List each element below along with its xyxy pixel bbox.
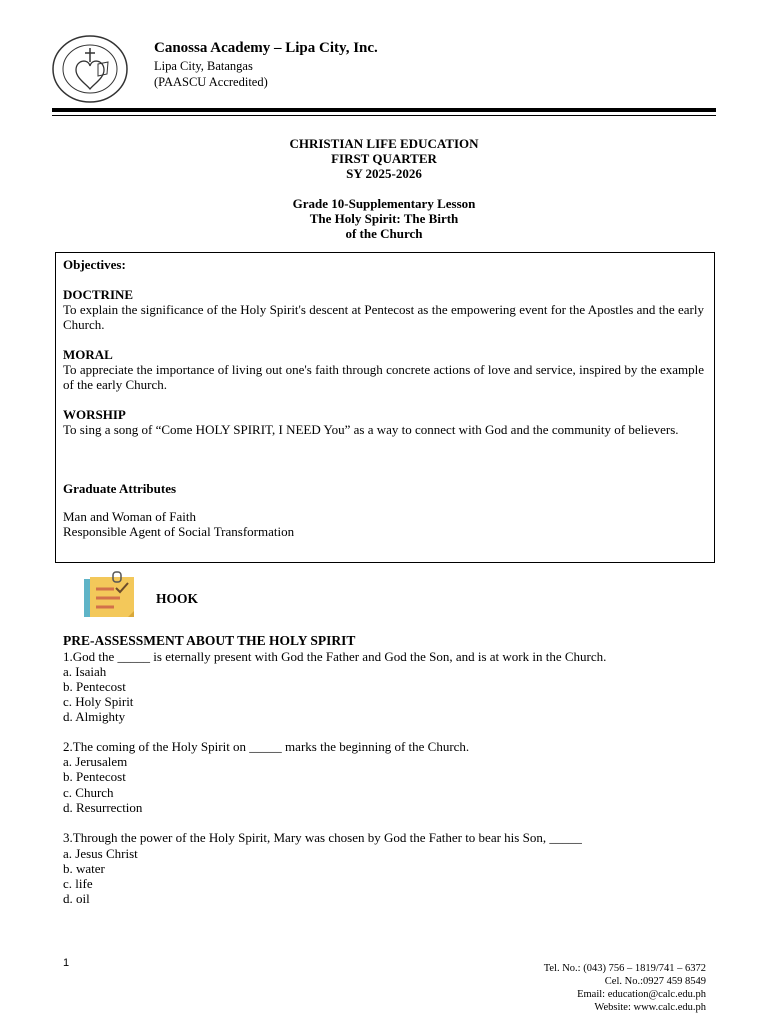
objectives-box [55, 252, 715, 563]
footer-tel: Tel. No.: (043) 756 – 1819/741 – 6372 [543, 963, 706, 974]
footer-cel: Cel. No.:0927 459 8549 [604, 976, 706, 987]
worship-text: To sing a song of “Come HOLY SPIRIT, I NEED You” as a way to connect with God and the community of believers. [63, 422, 679, 437]
lesson-grade: Grade 10-Supplementary Lesson [292, 196, 476, 211]
school-accreditation: (PAASCU Accredited) [154, 75, 268, 89]
q2-option-c: c. Church [63, 785, 114, 800]
worship-label: WORSHIP [63, 407, 126, 422]
q3-option-c: c. life [63, 876, 93, 891]
header-rule-thin [52, 115, 716, 116]
question-2: 2.The coming of the Holy Spirit on _____ marks the beginning of the Church. [63, 739, 470, 754]
question-1: 1.God the _____ is eternally present with God the Father and God the Son, and is at work in the Church. [63, 649, 607, 664]
school-logo [50, 34, 130, 104]
q3-option-a: a. Jesus Christ [63, 846, 138, 861]
pre-assessment-heading: PRE-ASSESSMENT ABOUT THE HOLY SPIRIT [63, 633, 356, 648]
q2-option-a: a. Jerusalem [63, 754, 128, 769]
school-name: Canossa Academy – Lipa City, Inc. [154, 40, 378, 56]
lesson-title-line1: The Holy Spirit: The Birth [309, 211, 459, 226]
course-title: CHRISTIAN LIFE EDUCATION [289, 136, 479, 151]
objectives-heading: Objectives: [63, 257, 126, 272]
doctrine-label: DOCTRINE [63, 287, 134, 302]
moral-text: To appreciate the importance of living out one's faith through concrete actions of love and service, inspired by the example of the early Church. [63, 362, 704, 392]
q1-option-b: b. Pentecost [63, 679, 126, 694]
question-3: 3.Through the power of the Holy Spirit, Mary was chosen by God the Father to bear his Son, _____ [63, 830, 582, 845]
moral-label: MORAL [63, 347, 113, 362]
footer-email: Email: education@calc.edu.ph [577, 989, 706, 1000]
doctrine-text: To explain the significance of the Holy Spirit's descent at Pentecost as the empowering event for the Apostles and the early Church. [63, 302, 704, 332]
graduate-attributes-label: Graduate Attributes [63, 481, 177, 496]
q3-option-d: d. oil [63, 891, 90, 906]
q1-option-a: a. Isaiah [63, 664, 107, 679]
footer-website: Website: www.calc.edu.ph [594, 1002, 706, 1013]
school-year: SY 2025-2026 [346, 166, 422, 181]
quarter-title: FIRST QUARTER [331, 151, 437, 166]
q3-option-b: b. water [63, 861, 105, 876]
header-rule-thick [52, 108, 716, 112]
attribute-faith: Man and Woman of Faith [63, 509, 197, 524]
q1-option-d: d. Almighty [63, 709, 126, 724]
q2-option-b: b. Pentecost [63, 769, 126, 784]
page-number: 1 [63, 957, 70, 969]
lesson-title-line2: of the Church [345, 226, 423, 241]
hook-label: HOOK [156, 591, 199, 606]
school-location: Lipa City, Batangas [154, 59, 253, 73]
q1-option-c: c. Holy Spirit [63, 694, 134, 709]
attribute-social: Responsible Agent of Social Transformation [63, 524, 295, 539]
q2-option-d: d. Resurrection [63, 800, 143, 815]
sticky-note-checklist-icon [80, 571, 140, 621]
